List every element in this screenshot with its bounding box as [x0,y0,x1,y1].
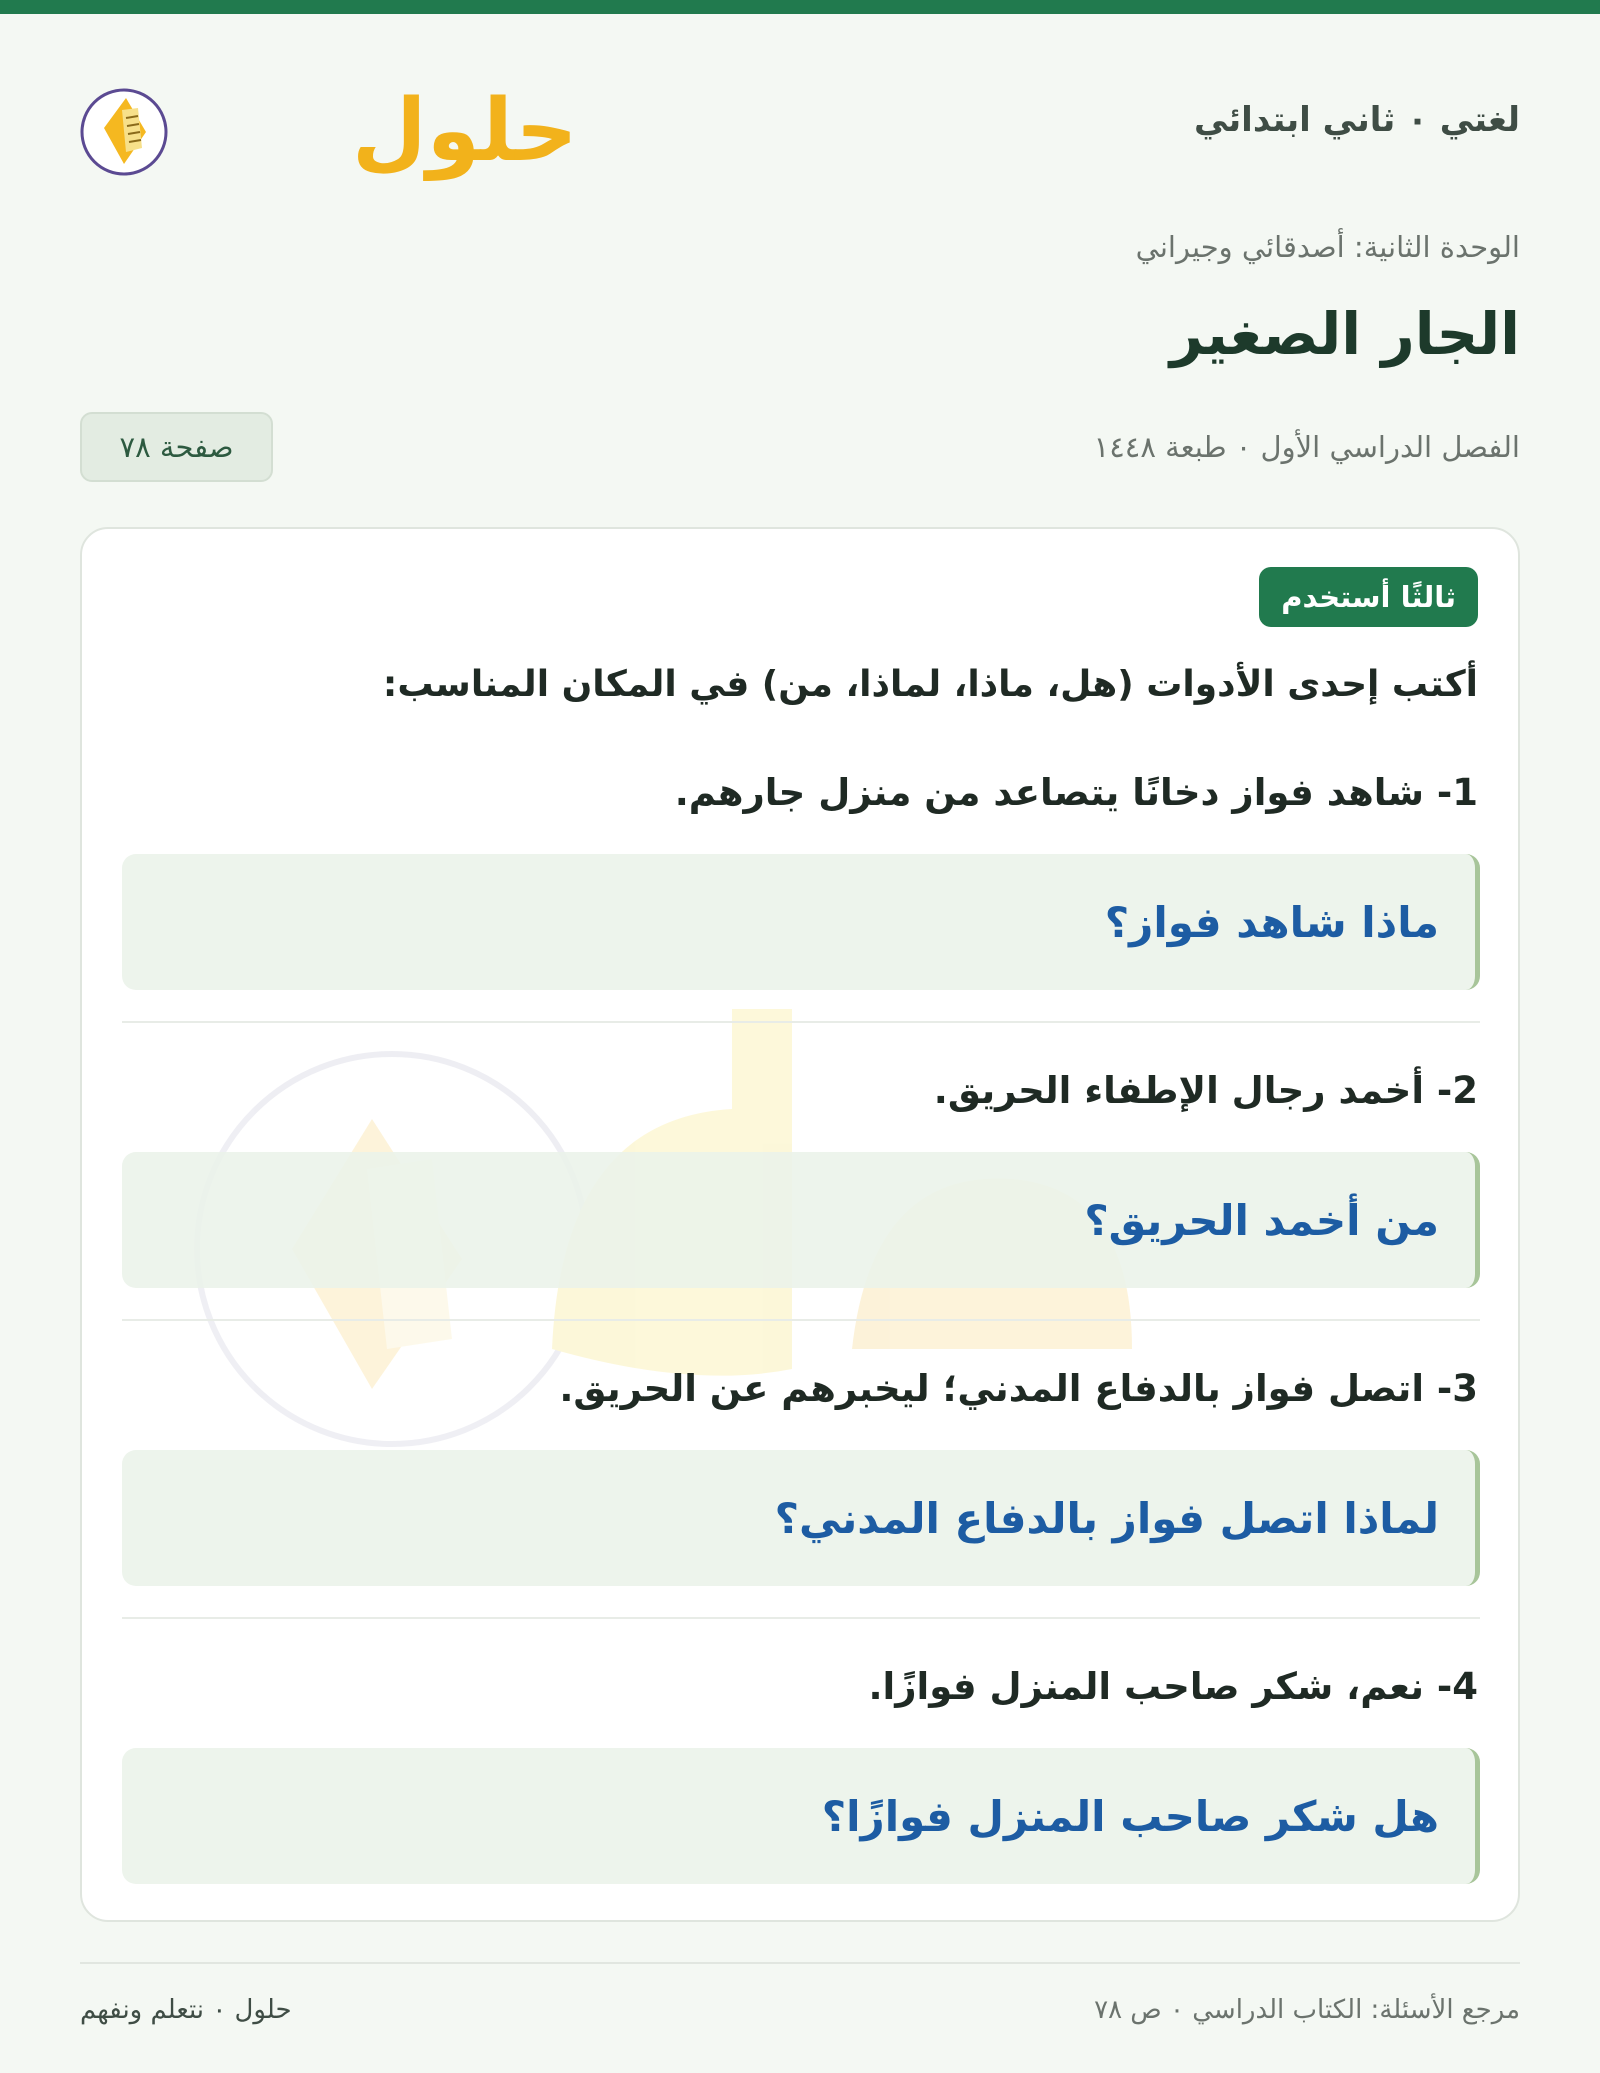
footer-tagline: حلول ٠ نتعلم ونفهم [80,1995,292,2025]
halol-logo [80,68,578,181]
section-badge: ثالثًا أستخدم [1259,567,1478,627]
answer-text: هل شكر صاحب المنزل فوازًا؟ [821,1791,1439,1841]
answer-text: من أخمد الحريق؟ [1084,1195,1439,1245]
question-divider [122,1617,1480,1619]
answer-box [122,1450,1480,1586]
subject-label: لغتي ٠ ثاني ابتدائي [1194,100,1520,140]
footer-divider [80,1962,1520,1964]
question-divider [122,1319,1480,1321]
question-divider [122,1021,1480,1023]
page-number-badge: صفحة ٧٨ [80,412,273,482]
question-text: 2- أخمد رجال الإطفاء الحريق. [933,1069,1478,1112]
footer-reference: مرجع الأسئلة: الكتاب الدراسي ٠ ص ٧٨ [1094,1995,1520,2025]
exercise-instruction: أكتب إحدى الأدوات (هل، ماذا، لماذا، من) في المكان المناسب: [382,664,1478,705]
answer-box [122,1152,1480,1288]
question-text: 1- شاهد فواز دخانًا يتصاعد من منزل جارهم. [674,771,1478,814]
exercise-card [80,527,1520,1922]
unit-label: الوحدة الثانية: أصدقائي وجيراني [1135,230,1520,264]
semester-label: الفصل الدراسي الأول ٠ طبعة ١٤٤٨ [1093,430,1520,464]
answer-text: لماذا اتصل فواز بالدفاع المدني؟ [774,1493,1439,1543]
brand-wordmark: حلول [352,81,578,181]
answer-box [122,1748,1480,1884]
question-text: 4- نعم، شكر صاحب المنزل فوازًا. [868,1665,1478,1708]
question-text: 3- اتصل فواز بالدفاع المدني؛ ليخبرهم عن الحريق. [559,1367,1478,1410]
answer-box [122,854,1480,990]
page-title: الجار الصغير [1169,300,1520,368]
answer-text: ماذا شاهد فواز؟ [1104,897,1439,947]
top-accent-bar [0,0,1600,14]
